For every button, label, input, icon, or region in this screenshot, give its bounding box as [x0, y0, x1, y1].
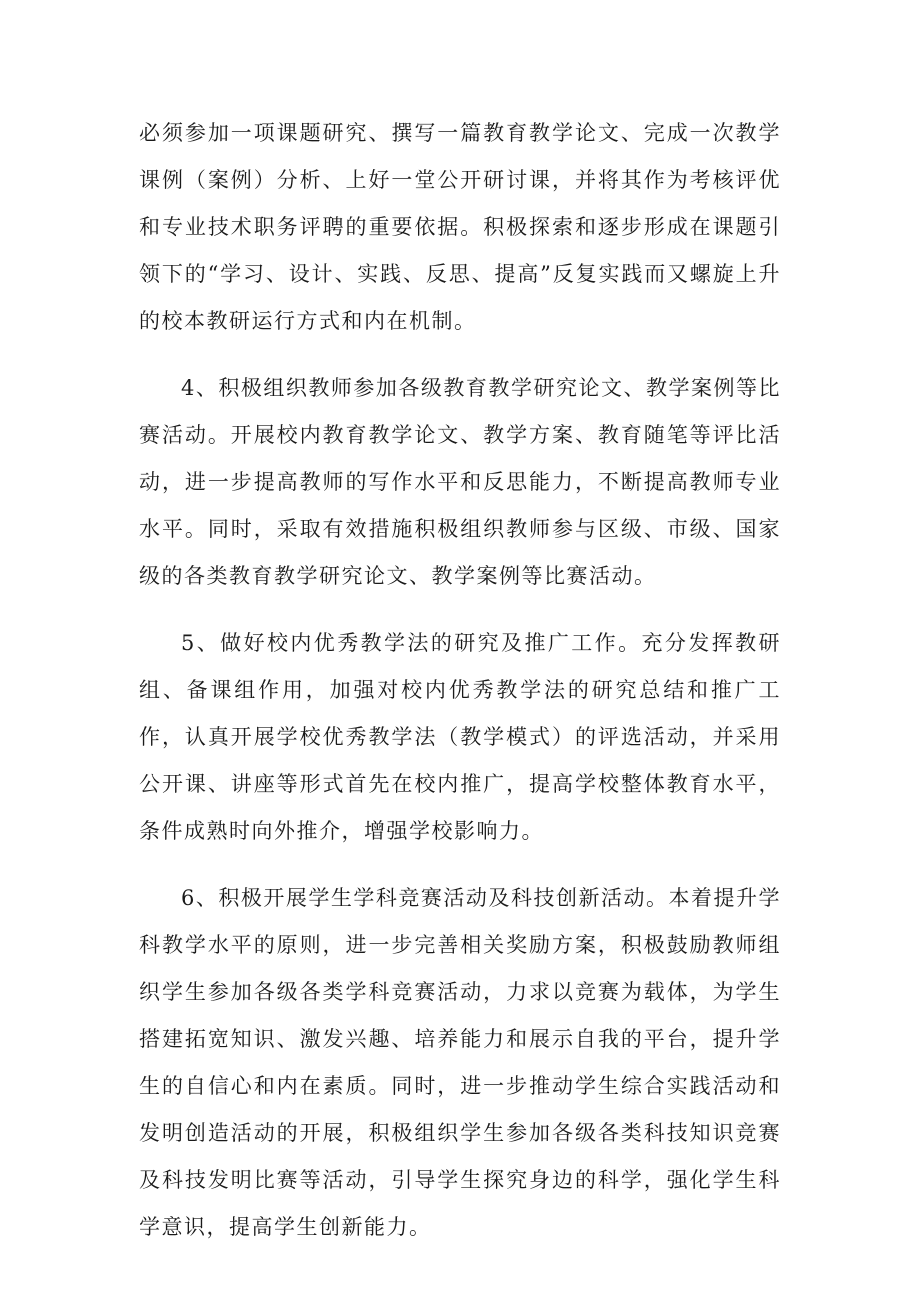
paragraph-item-5: 5、做好校内优秀教学法的研究及推广工作。充分发挥教研组、备课组作用，加强对校内优秀教学法的研究总结和推广工作，认真开展学校优秀教学法（教学模式）的评选活动，并采用公开课、讲座等形式首先在校内推广，提高学校整体教育水平，条件成熟时向外推介，增强学校影响力。	[139, 631, 781, 843]
paragraph-continuation: 必须参加一项课题研究、撰写一篇教育教学论文、完成一次教学课例（案例）分析、上好一堂公开研讨课，并将其作为考核评优和专业技术职务评聘的重要依据。积极探索和逐步形成在课题引领下的“学习、设计、实践、反思、提高”反复实践而又螺旋上升的校本教研运行方式和内在机制。	[139, 121, 781, 333]
document-body	[139, 110, 781, 1251]
paragraph-item-6: 6、积极开展学生学科竞赛活动及科技创新活动。本着提升学科教学水平的原则，进一步完善相关奖励方案，积极鼓励教师组织学生参加各级各类学科竞赛活动，力求以竞赛为载体，为学生搭建拓宽知识、激发兴趣、培养能力和展示自我的平台，提升学生的自信心和内在素质。同时，进一步推动学生综合实践活动和发明创造活动的开展，积极组织学生参加各级各类科技知识竞赛及科技发明比赛等活动，引导学生探究身边的科学，强化学生科学意识，提高学生创新能力。	[139, 886, 781, 1239]
paragraph-item-4: 4、积极组织教师参加各级教育教学研究论文、教学案例等比赛活动。开展校内教育教学论文、教学方案、教育随笔等评比活动，进一步提高教师的写作水平和反思能力，不断提高教师专业水平。同时，采取有效措施积极组织教师参与区级、市级、国家级的各类教育教学研究论文、教学案例等比赛活动。	[139, 376, 781, 588]
